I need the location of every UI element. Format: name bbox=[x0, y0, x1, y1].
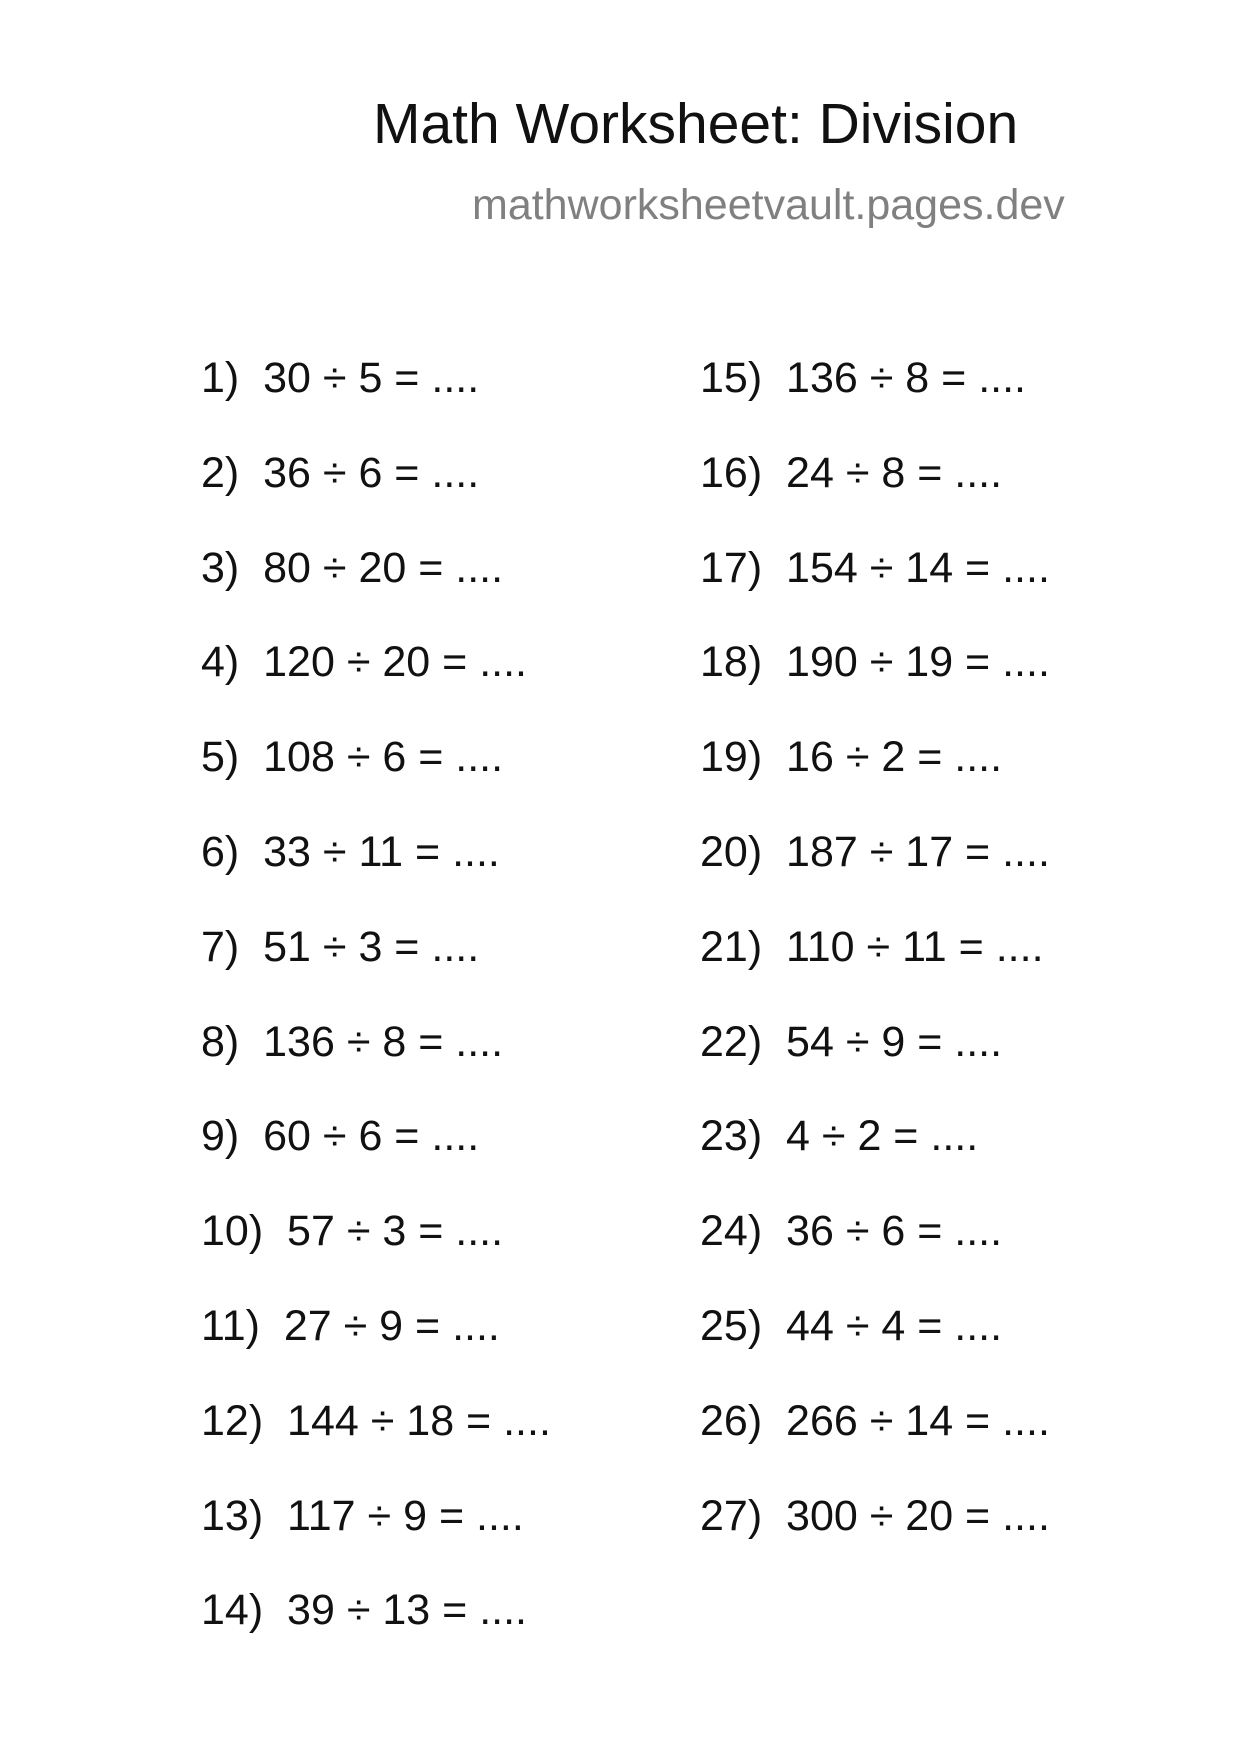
problem-item: 27) 300 ÷ 20 = .... bbox=[700, 1492, 1050, 1540]
problem-item: 19) 16 ÷ 2 = .... bbox=[700, 733, 1003, 781]
problem-item: 6) 33 ÷ 11 = .... bbox=[201, 828, 500, 876]
problem-item: 16) 24 ÷ 8 = .... bbox=[700, 449, 1003, 497]
problem-item: 2) 36 ÷ 6 = .... bbox=[201, 449, 480, 497]
problem-item: 1) 30 ÷ 5 = .... bbox=[201, 354, 480, 402]
problem-item: 26) 266 ÷ 14 = .... bbox=[700, 1397, 1050, 1445]
problem-item: 14) 39 ÷ 13 = .... bbox=[201, 1586, 527, 1634]
problem-item: 12) 144 ÷ 18 = .... bbox=[201, 1397, 551, 1445]
problem-item: 21) 110 ÷ 11 = .... bbox=[700, 923, 1044, 971]
problem-item: 3) 80 ÷ 20 = .... bbox=[201, 544, 504, 592]
problem-item: 20) 187 ÷ 17 = .... bbox=[700, 828, 1050, 876]
problem-item: 10) 57 ÷ 3 = .... bbox=[201, 1207, 504, 1255]
problem-item: 13) 117 ÷ 9 = .... bbox=[201, 1492, 524, 1540]
problem-item: 17) 154 ÷ 14 = .... bbox=[700, 544, 1050, 592]
problem-item: 7) 51 ÷ 3 = .... bbox=[201, 923, 480, 971]
problem-item: 11) 27 ÷ 9 = .... bbox=[201, 1302, 500, 1350]
problem-item: 5) 108 ÷ 6 = .... bbox=[201, 733, 504, 781]
problem-item: 15) 136 ÷ 8 = .... bbox=[700, 354, 1026, 402]
problem-item: 9) 60 ÷ 6 = .... bbox=[201, 1112, 480, 1160]
problem-item: 8) 136 ÷ 8 = .... bbox=[201, 1018, 504, 1066]
problem-item: 23) 4 ÷ 2 = .... bbox=[700, 1112, 979, 1160]
problem-item: 25) 44 ÷ 4 = .... bbox=[700, 1302, 1003, 1350]
problem-item: 4) 120 ÷ 20 = .... bbox=[201, 638, 527, 686]
problem-item: 18) 190 ÷ 19 = .... bbox=[700, 638, 1050, 686]
page-title: Math Worksheet: Division bbox=[373, 92, 1019, 156]
problem-item: 24) 36 ÷ 6 = .... bbox=[700, 1207, 1003, 1255]
problem-item: 22) 54 ÷ 9 = .... bbox=[700, 1018, 1003, 1066]
source-url: mathworksheetvault.pages.dev bbox=[472, 181, 1065, 229]
